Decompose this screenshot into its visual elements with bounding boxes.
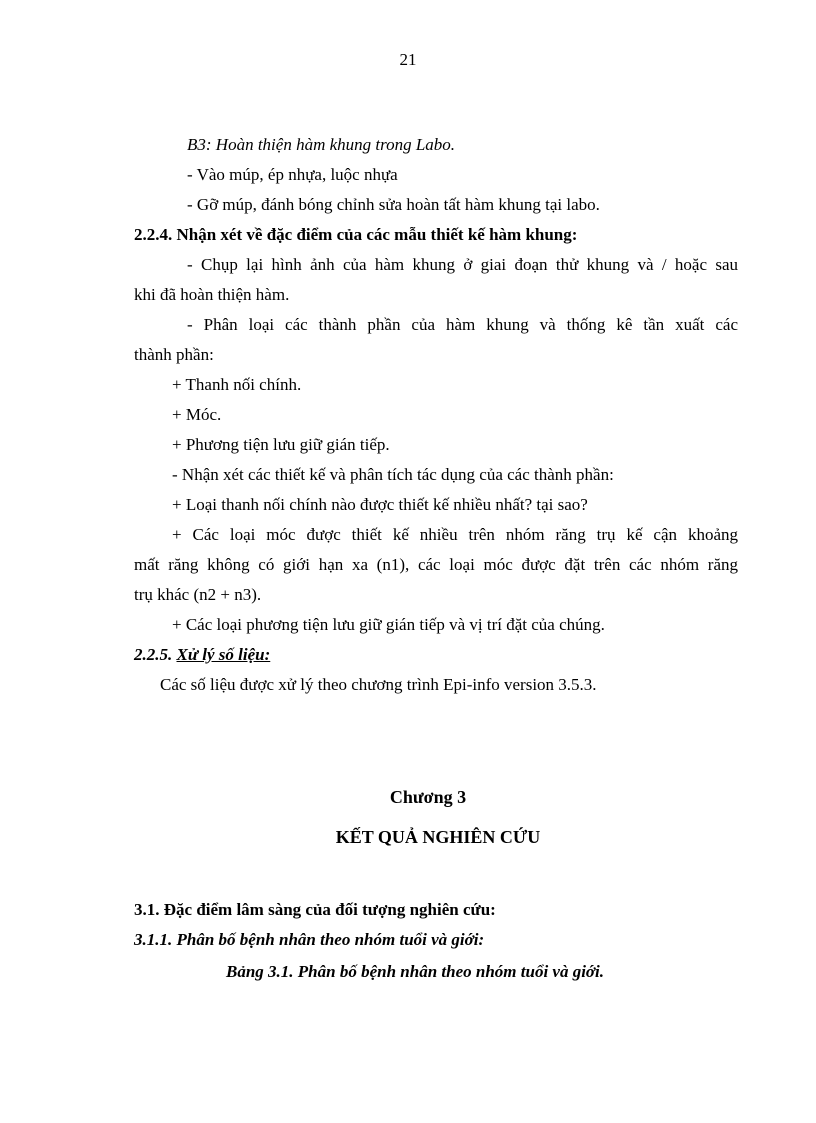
section-311-heading: 3.1.1. Phân bố bệnh nhân theo nhóm tuổi và giới: [134, 930, 485, 949]
list-item: - Nhận xét các thiết kế và phân tích tác dụng của các thành phần: [172, 465, 614, 484]
step-b3-heading: B3: Hoàn thiện hàm khung trong Labo. [187, 135, 456, 154]
section-225-number: 2.2.5. [134, 645, 173, 664]
section-225-heading [134, 644, 270, 666]
list-item: + Phương tiện lưu giữ gián tiếp. [172, 435, 390, 454]
paragraph-line: mất răng không có giới hạn xa (n1), các loại móc được đặt trên các nhóm răng [134, 555, 738, 574]
list-item: + Các loại phương tiện lưu giữ gián tiếp và vị trí đặt của chúng. [172, 615, 605, 634]
paragraph-line: khi đã hoàn thiện hàm. [134, 285, 290, 304]
section-224-heading: 2.2.4. Nhận xét về đặc điểm của các mẫu thiết kế hàm khung: [134, 225, 578, 244]
paragraph-line: - Chụp lại hình ảnh của hàm khung ở giai đoạn thử khung và / hoặc sau [187, 255, 738, 274]
step-b3-item-1: - Vào múp, ép nhựa, luộc nhựa [187, 165, 398, 184]
chapter-title: KẾT QUẢ NGHIÊN CỨU [335, 827, 541, 847]
paragraph-line: thành phần: [134, 345, 214, 364]
chapter-label: Chương 3 [389, 787, 467, 807]
paragraph-line: Các số liệu được xử lý theo chương trình Epi-info version 3.5.3. [160, 675, 597, 694]
page-number: 21 [399, 50, 417, 69]
table-caption: Bảng 3.1. Phân bố bệnh nhân theo nhóm tuổi và giới. [226, 962, 605, 981]
list-item: + Thanh nối chính. [172, 375, 302, 394]
step-b3-item-2: - Gỡ múp, đánh bóng chỉnh sửa hoàn tất hàm khung tại labo. [187, 195, 600, 214]
paragraph-line: + Các loại móc được thiết kế nhiều trên nhóm răng trụ kế cận khoảng [172, 525, 738, 544]
list-item: + Móc. [172, 405, 222, 424]
paragraph-line: trụ khác (n2 + n3). [134, 585, 262, 604]
paragraph-line: - Phân loại các thành phần của hàm khung và thống kê tần xuất các [187, 315, 738, 334]
list-item: + Loại thanh nối chính nào được thiết kế nhiều nhất? tại sao? [172, 495, 588, 514]
section-31-heading: 3.1. Đặc điểm lâm sàng của đối tượng nghiên cứu: [134, 900, 496, 919]
section-225-title: Xử lý số liệu: [176, 645, 271, 664]
